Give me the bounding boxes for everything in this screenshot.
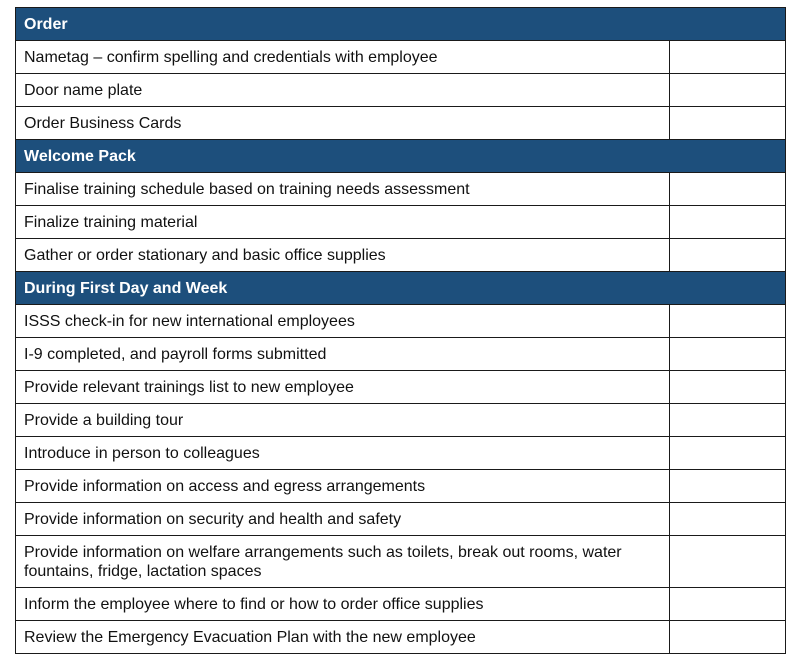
- table-row: [16, 371, 786, 404]
- table-row: [16, 74, 786, 107]
- checkbox-cell[interactable]: [670, 338, 786, 371]
- table-row: [16, 41, 786, 74]
- checkbox-cell[interactable]: [670, 588, 786, 621]
- section-header-welcome-pack: [16, 140, 786, 173]
- checkbox-cell[interactable]: [670, 621, 786, 654]
- section-title: During First Day and Week: [16, 272, 786, 305]
- section-title: Order: [16, 8, 786, 41]
- section-header-first-day-week: [16, 272, 786, 305]
- table-row: [16, 437, 786, 470]
- task-label: Introduce in person to colleagues: [16, 437, 670, 470]
- table-row: [16, 305, 786, 338]
- table-row: [16, 588, 786, 621]
- checkbox-cell[interactable]: [670, 371, 786, 404]
- checkbox-cell[interactable]: [670, 470, 786, 503]
- table-row: [16, 621, 786, 654]
- task-label: Order Business Cards: [16, 107, 670, 140]
- section-title: Welcome Pack: [16, 140, 786, 173]
- checkbox-cell[interactable]: [670, 503, 786, 536]
- checkbox-cell[interactable]: [670, 404, 786, 437]
- table-row: [16, 470, 786, 503]
- task-label: Gather or order stationary and basic office supplies: [16, 239, 670, 272]
- task-label: Inform the employee where to find or how to order office supplies: [16, 588, 670, 621]
- checkbox-cell[interactable]: [670, 206, 786, 239]
- task-label: Review the Emergency Evacuation Plan with the new employee: [16, 621, 670, 654]
- checkbox-cell[interactable]: [670, 74, 786, 107]
- table-row: [16, 338, 786, 371]
- checkbox-cell[interactable]: [670, 437, 786, 470]
- task-label: ISSS check-in for new international employees: [16, 305, 670, 338]
- table-row: [16, 503, 786, 536]
- task-label: Provide a building tour: [16, 404, 670, 437]
- task-label: Finalise training schedule based on training needs assessment: [16, 173, 670, 206]
- task-label: Nametag – confirm spelling and credentials with employee: [16, 41, 670, 74]
- table-row: [16, 404, 786, 437]
- task-label: Door name plate: [16, 74, 670, 107]
- task-label: Finalize training material: [16, 206, 670, 239]
- checkbox-cell[interactable]: [670, 41, 786, 74]
- task-label: Provide relevant trainings list to new employee: [16, 371, 670, 404]
- table-row: [16, 206, 786, 239]
- section-header-order: [16, 8, 786, 41]
- table-row: [16, 173, 786, 206]
- checkbox-cell[interactable]: [670, 239, 786, 272]
- checklist-table: [15, 7, 786, 654]
- checkbox-cell[interactable]: [670, 536, 786, 588]
- checkbox-cell[interactable]: [670, 173, 786, 206]
- task-label: Provide information on security and health and safety: [16, 503, 670, 536]
- task-label: I-9 completed, and payroll forms submitted: [16, 338, 670, 371]
- task-label: Provide information on access and egress arrangements: [16, 470, 670, 503]
- checkbox-cell[interactable]: [670, 107, 786, 140]
- table-row: [16, 536, 786, 588]
- checkbox-cell[interactable]: [670, 305, 786, 338]
- task-label: Provide information on welfare arrangements such as toilets, break out rooms, water fountains, fridge, lactation spaces: [16, 536, 670, 588]
- onboarding-checklist: [15, 7, 785, 654]
- table-row: [16, 239, 786, 272]
- table-row: [16, 107, 786, 140]
